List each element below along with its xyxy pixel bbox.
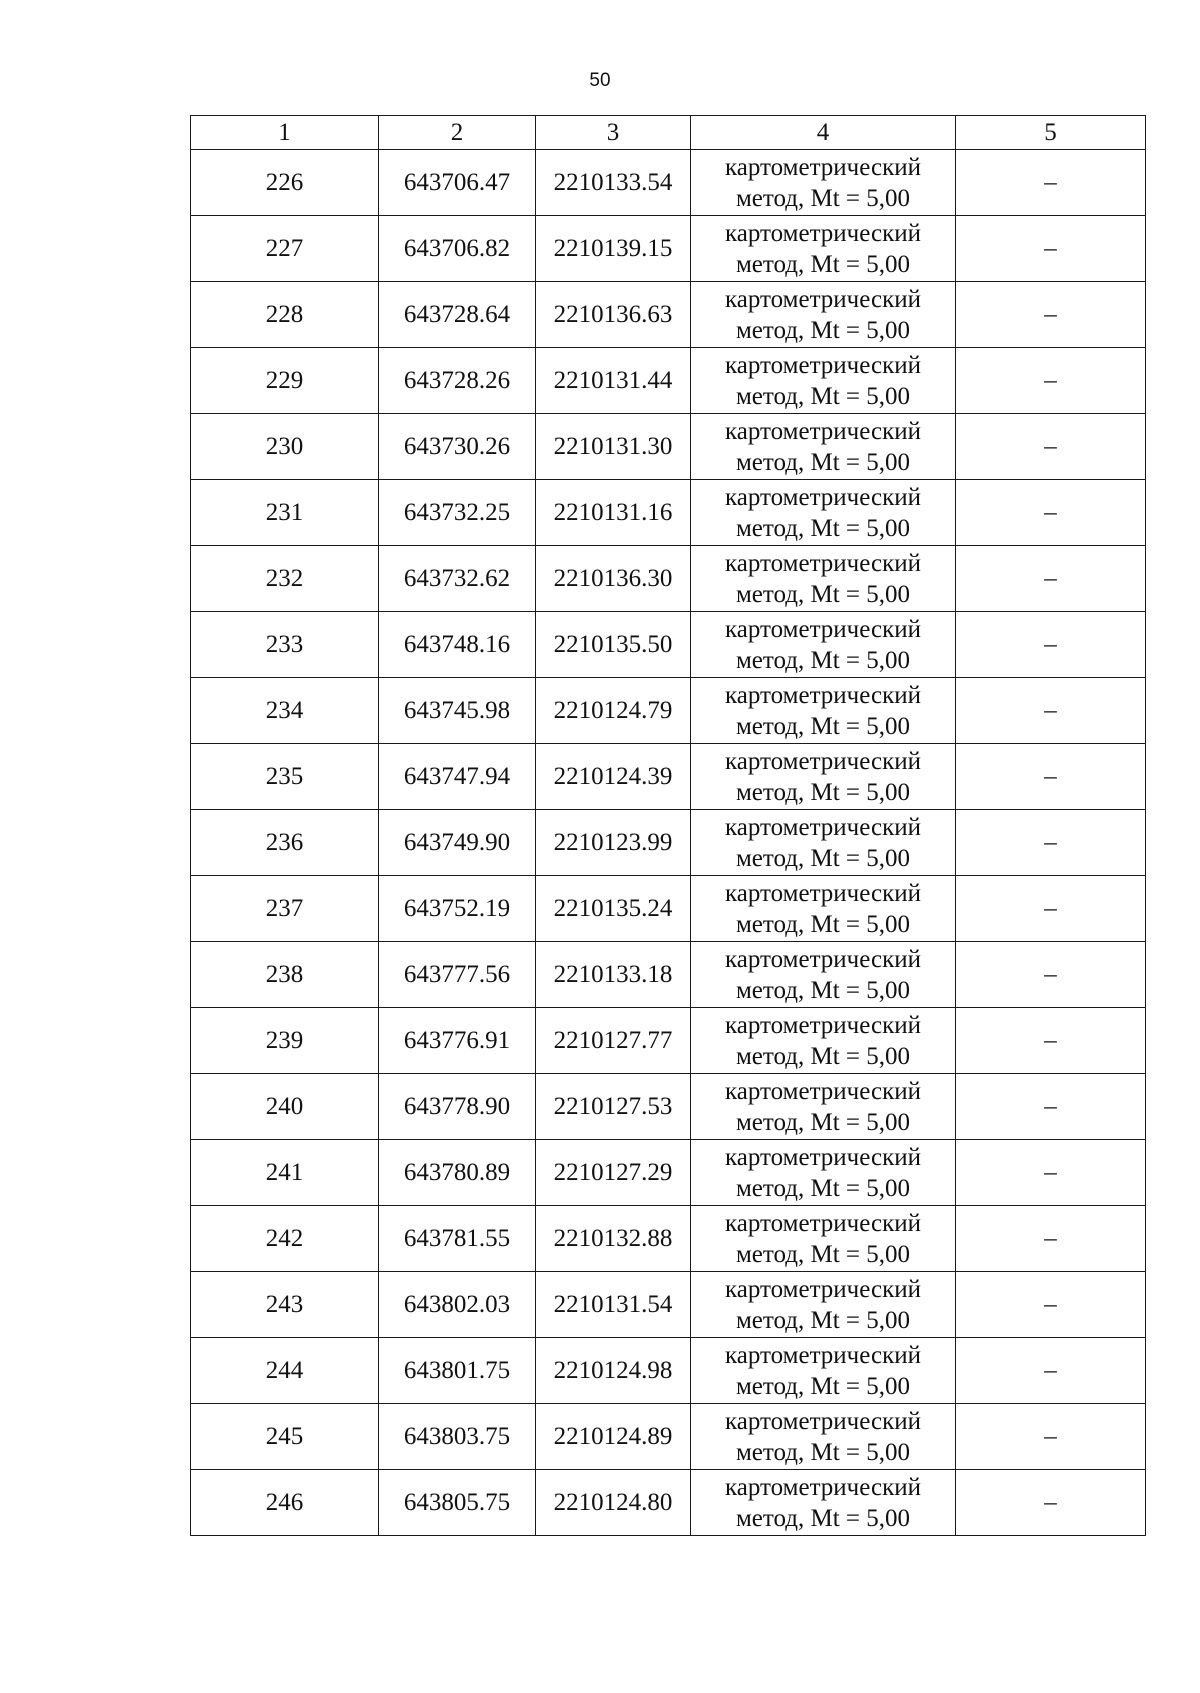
cell-method — [691, 744, 956, 810]
cell-point-number: 234 — [191, 678, 379, 744]
cell-y-coordinate: 2210127.77 — [536, 1008, 691, 1074]
cell-x-coordinate: 643706.47 — [379, 150, 536, 216]
method-accuracy: метод, Mt = 5,00 — [735, 1108, 911, 1136]
cell-method — [691, 942, 956, 1008]
method-accuracy: метод, Mt = 5,00 — [735, 1240, 911, 1268]
table-row — [191, 414, 1146, 480]
table-row — [191, 150, 1146, 216]
cell-point-number: 231 — [191, 480, 379, 546]
header-col-5: 5 — [956, 116, 1146, 150]
cell-point-number: 235 — [191, 744, 379, 810]
cell-note: – — [956, 216, 1146, 282]
cell-point-number: 229 — [191, 348, 379, 414]
cell-y-coordinate: 2210124.98 — [536, 1338, 691, 1404]
cell-x-coordinate: 643728.26 — [379, 348, 536, 414]
method-accuracy: метод, Mt = 5,00 — [735, 316, 911, 344]
cell-x-coordinate: 643728.64 — [379, 282, 536, 348]
method-name: картометрический — [725, 483, 921, 511]
table-row — [191, 480, 1146, 546]
cell-x-coordinate: 643802.03 — [379, 1272, 536, 1338]
cell-point-number: 245 — [191, 1404, 379, 1470]
method-accuracy: метод, Mt = 5,00 — [735, 646, 911, 674]
cell-note: – — [956, 612, 1146, 678]
table-row — [191, 876, 1146, 942]
cell-x-coordinate: 643781.55 — [379, 1206, 536, 1272]
method-name: картометрический — [725, 747, 921, 775]
method-accuracy: метод, Mt = 5,00 — [735, 580, 911, 608]
cell-note: – — [956, 810, 1146, 876]
cell-note: – — [956, 1008, 1146, 1074]
cell-y-coordinate: 2210131.54 — [536, 1272, 691, 1338]
cell-x-coordinate: 643803.75 — [379, 1404, 536, 1470]
cell-note: – — [956, 1470, 1146, 1536]
method-accuracy: метод, Mt = 5,00 — [735, 448, 911, 476]
table-row — [191, 1140, 1146, 1206]
cell-method — [691, 1140, 956, 1206]
cell-note: – — [956, 942, 1146, 1008]
cell-y-coordinate: 2210135.24 — [536, 876, 691, 942]
cell-y-coordinate: 2210132.88 — [536, 1206, 691, 1272]
cell-point-number: 238 — [191, 942, 379, 1008]
cell-note: – — [956, 546, 1146, 612]
header-col-1: 1 — [191, 116, 379, 150]
cell-method — [691, 1338, 956, 1404]
method-name: картометрический — [725, 1011, 921, 1039]
cell-x-coordinate: 643732.62 — [379, 546, 536, 612]
method-name: картометрический — [725, 1143, 921, 1171]
method-name: картометрический — [725, 879, 921, 907]
cell-note: – — [956, 480, 1146, 546]
table-row — [191, 1008, 1146, 1074]
method-name: картометрический — [725, 153, 921, 181]
method-name: картометрический — [725, 219, 921, 247]
table-row — [191, 612, 1146, 678]
table-row — [191, 942, 1146, 1008]
method-accuracy: метод, Mt = 5,00 — [735, 1042, 911, 1070]
cell-point-number: 244 — [191, 1338, 379, 1404]
table-row — [191, 348, 1146, 414]
cell-y-coordinate: 2210131.16 — [536, 480, 691, 546]
table-body — [191, 150, 1146, 1536]
cell-x-coordinate: 643732.25 — [379, 480, 536, 546]
cell-note: – — [956, 1074, 1146, 1140]
cell-note: – — [956, 150, 1146, 216]
table-row — [191, 1074, 1146, 1140]
cell-point-number: 236 — [191, 810, 379, 876]
cell-x-coordinate: 643777.56 — [379, 942, 536, 1008]
cell-y-coordinate: 2210133.54 — [536, 150, 691, 216]
cell-method — [691, 282, 956, 348]
cell-point-number: 227 — [191, 216, 379, 282]
table-header — [191, 116, 1146, 150]
method-name: картометрический — [725, 813, 921, 841]
page-number: 50 — [589, 70, 611, 91]
cell-note: – — [956, 1272, 1146, 1338]
method-name: картометрический — [725, 1473, 921, 1501]
cell-note: – — [956, 1404, 1146, 1470]
method-accuracy: метод, Mt = 5,00 — [735, 1372, 911, 1400]
method-name: картометрический — [725, 945, 921, 973]
method-accuracy: метод, Mt = 5,00 — [735, 778, 911, 806]
method-accuracy: метод, Mt = 5,00 — [735, 382, 911, 410]
table-row — [191, 810, 1146, 876]
cell-method — [691, 1074, 956, 1140]
cell-point-number: 232 — [191, 546, 379, 612]
cell-point-number: 237 — [191, 876, 379, 942]
cell-x-coordinate: 643778.90 — [379, 1074, 536, 1140]
cell-method — [691, 1272, 956, 1338]
cell-x-coordinate: 643752.19 — [379, 876, 536, 942]
method-name: картометрический — [725, 1275, 921, 1303]
cell-point-number: 239 — [191, 1008, 379, 1074]
cell-point-number: 246 — [191, 1470, 379, 1536]
cell-x-coordinate: 643805.75 — [379, 1470, 536, 1536]
cell-point-number: 233 — [191, 612, 379, 678]
table-row — [191, 216, 1146, 282]
cell-y-coordinate: 2210127.29 — [536, 1140, 691, 1206]
table-row — [191, 282, 1146, 348]
cell-y-coordinate: 2210127.53 — [536, 1074, 691, 1140]
method-name: картометрический — [725, 681, 921, 709]
header-col-3: 3 — [536, 116, 691, 150]
cell-y-coordinate: 2210139.15 — [536, 216, 691, 282]
cell-y-coordinate: 2210124.39 — [536, 744, 691, 810]
cell-x-coordinate: 643747.94 — [379, 744, 536, 810]
table-row — [191, 1272, 1146, 1338]
method-name: картометрический — [725, 615, 921, 643]
cell-point-number: 242 — [191, 1206, 379, 1272]
cell-point-number: 240 — [191, 1074, 379, 1140]
cell-method — [691, 1008, 956, 1074]
method-name: картометрический — [725, 285, 921, 313]
cell-method — [691, 1470, 956, 1536]
cell-note: – — [956, 348, 1146, 414]
cell-method — [691, 216, 956, 282]
cell-y-coordinate: 2210123.99 — [536, 810, 691, 876]
cell-y-coordinate: 2210131.44 — [536, 348, 691, 414]
method-accuracy: метод, Mt = 5,00 — [735, 976, 911, 1004]
table-row — [191, 546, 1146, 612]
method-accuracy: метод, Mt = 5,00 — [735, 910, 911, 938]
cell-method — [691, 546, 956, 612]
method-name: картометрический — [725, 351, 921, 379]
cell-y-coordinate: 2210131.30 — [536, 414, 691, 480]
cell-note: – — [956, 414, 1146, 480]
cell-note: – — [956, 1140, 1146, 1206]
method-name: картометрический — [725, 1341, 921, 1369]
method-name: картометрический — [725, 1407, 921, 1435]
cell-y-coordinate: 2210124.89 — [536, 1404, 691, 1470]
cell-x-coordinate: 643776.91 — [379, 1008, 536, 1074]
cell-x-coordinate: 643780.89 — [379, 1140, 536, 1206]
cell-method — [691, 612, 956, 678]
cell-method — [691, 678, 956, 744]
cell-x-coordinate: 643706.82 — [379, 216, 536, 282]
table-row — [191, 1404, 1146, 1470]
cell-x-coordinate: 643749.90 — [379, 810, 536, 876]
coordinates-table — [190, 115, 1146, 1536]
header-col-4: 4 — [691, 116, 956, 150]
cell-note: – — [956, 282, 1146, 348]
cell-x-coordinate: 643748.16 — [379, 612, 536, 678]
method-accuracy: метод, Mt = 5,00 — [735, 1438, 911, 1466]
cell-y-coordinate: 2210136.63 — [536, 282, 691, 348]
cell-point-number: 226 — [191, 150, 379, 216]
cell-method — [691, 1206, 956, 1272]
cell-point-number: 243 — [191, 1272, 379, 1338]
cell-y-coordinate: 2210124.79 — [536, 678, 691, 744]
method-name: картометрический — [725, 1077, 921, 1105]
cell-method — [691, 1404, 956, 1470]
cell-method — [691, 810, 956, 876]
header-col-2: 2 — [379, 116, 536, 150]
method-accuracy: метод, Mt = 5,00 — [735, 844, 911, 872]
cell-y-coordinate: 2210124.80 — [536, 1470, 691, 1536]
table-row — [191, 1338, 1146, 1404]
cell-note: – — [956, 678, 1146, 744]
table-row — [191, 1470, 1146, 1536]
method-accuracy: метод, Mt = 5,00 — [735, 184, 911, 212]
method-accuracy: метод, Mt = 5,00 — [735, 250, 911, 278]
cell-method — [691, 348, 956, 414]
cell-y-coordinate: 2210135.50 — [536, 612, 691, 678]
method-accuracy: метод, Mt = 5,00 — [735, 1174, 911, 1202]
cell-note: – — [956, 1206, 1146, 1272]
table-row — [191, 678, 1146, 744]
cell-method — [691, 414, 956, 480]
cell-point-number: 230 — [191, 414, 379, 480]
method-accuracy: метод, Mt = 5,00 — [735, 1504, 911, 1532]
cell-method — [691, 480, 956, 546]
cell-x-coordinate: 643745.98 — [379, 678, 536, 744]
header-row — [191, 116, 1146, 150]
method-name: картометрический — [725, 417, 921, 445]
cell-method — [691, 150, 956, 216]
table-row — [191, 744, 1146, 810]
method-accuracy: метод, Mt = 5,00 — [735, 1306, 911, 1334]
method-accuracy: метод, Mt = 5,00 — [735, 712, 911, 740]
cell-note: – — [956, 1338, 1146, 1404]
cell-x-coordinate: 643801.75 — [379, 1338, 536, 1404]
cell-note: – — [956, 744, 1146, 810]
cell-y-coordinate: 2210136.30 — [536, 546, 691, 612]
cell-note: – — [956, 876, 1146, 942]
method-name: картометрический — [725, 549, 921, 577]
method-name: картометрический — [725, 1209, 921, 1237]
cell-method — [691, 876, 956, 942]
table-row — [191, 1206, 1146, 1272]
method-accuracy: метод, Mt = 5,00 — [735, 514, 911, 542]
cell-point-number: 241 — [191, 1140, 379, 1206]
cell-point-number: 228 — [191, 282, 379, 348]
cell-x-coordinate: 643730.26 — [379, 414, 536, 480]
cell-y-coordinate: 2210133.18 — [536, 942, 691, 1008]
